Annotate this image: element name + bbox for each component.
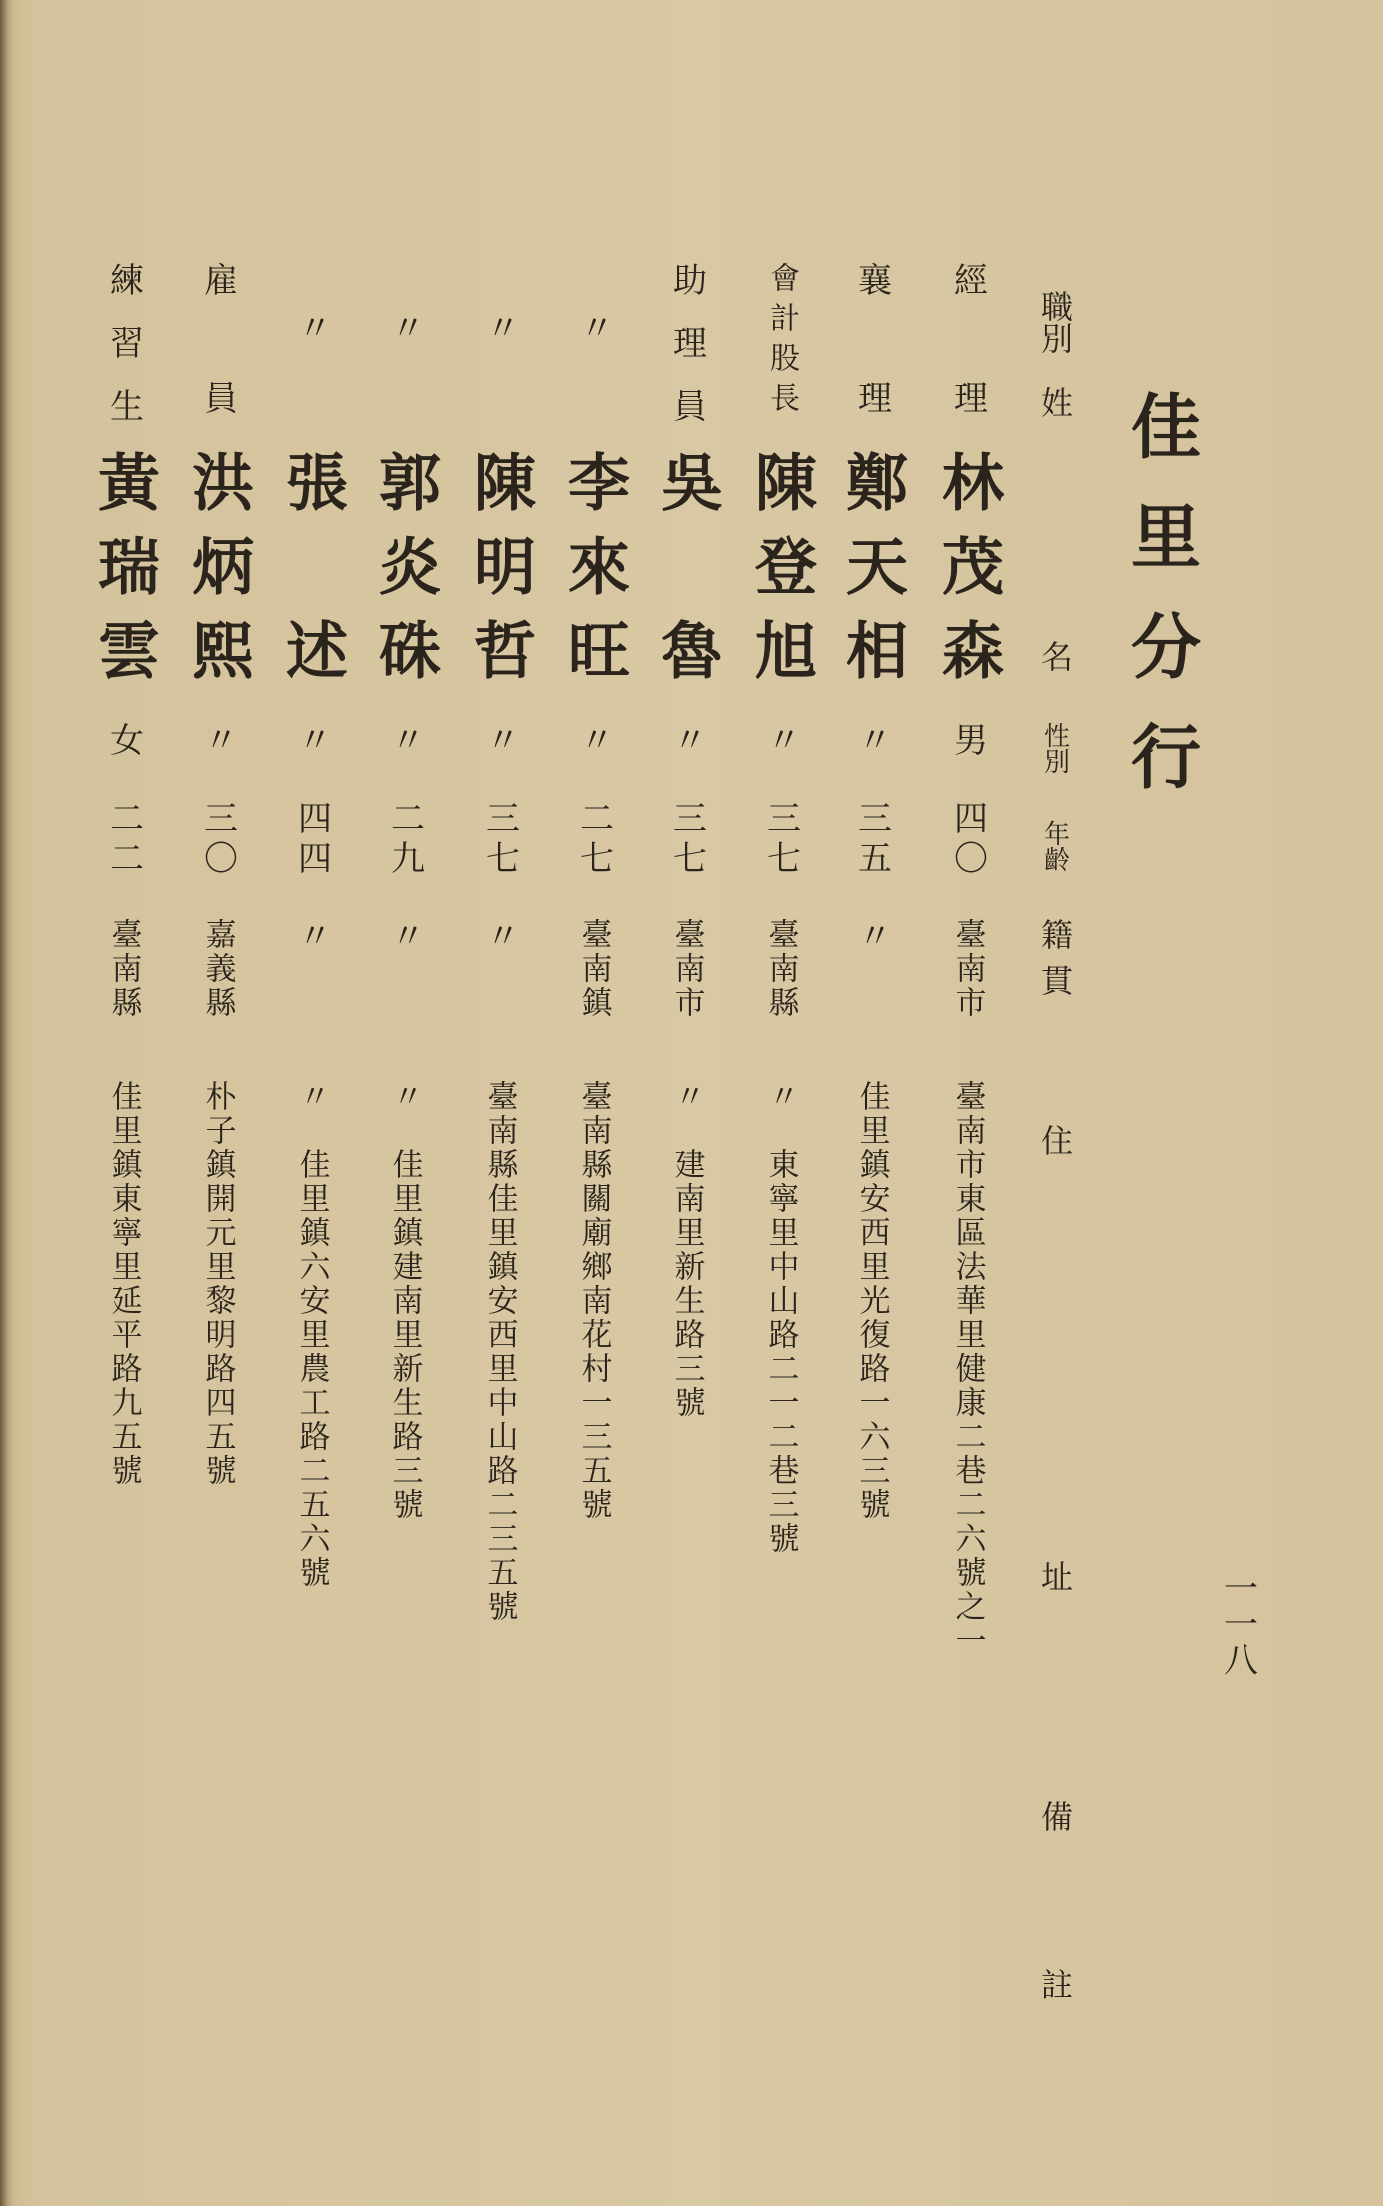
row-name: 鄭天相 bbox=[835, 450, 909, 702]
row-role: 〃 bbox=[479, 310, 520, 344]
row-native-place: 〃 bbox=[851, 918, 892, 955]
header-given-name: 名 bbox=[1036, 640, 1074, 672]
row-address: 臺南縣關廟鄉南花村一三五號 bbox=[575, 1080, 612, 1522]
row-age: 三〇 bbox=[197, 800, 238, 880]
row-address: 臺南市東區法華里健康二巷二六號之一 bbox=[949, 1080, 986, 1658]
header-address-2: 址 bbox=[1036, 1560, 1074, 1592]
row-age: 四〇 bbox=[947, 800, 988, 880]
row-native-place: 臺南縣 bbox=[105, 918, 142, 1020]
page-title: 佳里分行 bbox=[1119, 390, 1203, 830]
header-position: 職別 bbox=[1036, 290, 1074, 354]
row-address: 臺南縣佳里鎮安西里中山路二三五號 bbox=[481, 1080, 518, 1624]
row-name: 吳 魯 bbox=[650, 450, 724, 702]
row-sex: 〃 bbox=[851, 722, 892, 756]
row-sex: 〃 bbox=[291, 722, 332, 756]
row-sex: 〃 bbox=[197, 722, 238, 756]
row-name: 林茂森 bbox=[931, 450, 1005, 702]
row-address: 〃 東寧里中山路二一二巷三號 bbox=[762, 1080, 799, 1556]
header-remark-1: 備 bbox=[1036, 1800, 1074, 1832]
row-sex: 女 bbox=[103, 722, 144, 756]
row-name: 陳登旭 bbox=[744, 450, 818, 702]
row-sex: 〃 bbox=[479, 722, 520, 756]
row-name: 李來旺 bbox=[557, 450, 631, 702]
row-address: 〃 佳里鎮六安里農工路二五六號 bbox=[293, 1080, 330, 1590]
row-native-place: 〃 bbox=[384, 918, 425, 955]
header-age: 年齡 bbox=[1039, 820, 1070, 872]
row-age: 三七 bbox=[760, 800, 801, 880]
row-address: 〃 建南里新生路三號 bbox=[668, 1080, 705, 1420]
row-name: 張 述 bbox=[275, 450, 349, 702]
row-address: 朴子鎮開元里黎明路四五號 bbox=[199, 1080, 236, 1488]
row-age: 二七 bbox=[573, 800, 614, 880]
row-sex: 〃 bbox=[666, 722, 707, 756]
row-age: 二二 bbox=[103, 800, 144, 880]
row-address: 〃 佳里鎮建南里新生路三號 bbox=[386, 1080, 423, 1522]
header-sex: 性別 bbox=[1039, 722, 1070, 774]
row-native-place: 臺南縣 bbox=[762, 918, 799, 1020]
page-number: 一一八 bbox=[1217, 1570, 1258, 1678]
row-name: 洪炳熙 bbox=[181, 450, 255, 702]
row-name: 陳明哲 bbox=[463, 450, 537, 702]
row-native-place: 〃 bbox=[479, 918, 520, 955]
header-remark-2: 註 bbox=[1036, 1968, 1074, 2000]
row-native-place: 臺南市 bbox=[949, 918, 986, 1020]
row-sex: 〃 bbox=[573, 722, 614, 756]
row-role: 助理員 bbox=[666, 262, 707, 451]
row-role: 〃 bbox=[384, 310, 425, 344]
row-role: 練習生 bbox=[103, 262, 144, 451]
row-sex: 男 bbox=[947, 722, 988, 756]
row-name: 黃瑞雲 bbox=[87, 450, 161, 702]
row-age: 三五 bbox=[851, 800, 892, 880]
row-address: 佳里鎮東寧里延平路九五號 bbox=[105, 1080, 142, 1488]
row-role: 會計股長 bbox=[764, 262, 799, 422]
header-native-place: 籍貫 bbox=[1036, 918, 1074, 1010]
row-native-place: 臺南市 bbox=[668, 918, 705, 1020]
row-role: 〃 bbox=[291, 310, 332, 344]
row-sex: 〃 bbox=[384, 722, 425, 756]
row-sex: 〃 bbox=[760, 722, 801, 756]
row-role: 襄理 bbox=[851, 262, 892, 498]
row-age: 二九 bbox=[384, 800, 425, 880]
row-role: 經理 bbox=[947, 262, 988, 498]
row-name: 郭炎硃 bbox=[368, 450, 442, 702]
header-address-1: 住 bbox=[1036, 1124, 1074, 1156]
row-age: 四四 bbox=[291, 800, 332, 880]
row-age: 三七 bbox=[479, 800, 520, 880]
row-age: 三七 bbox=[666, 800, 707, 880]
header-surname: 姓 bbox=[1036, 386, 1074, 418]
row-native-place: 〃 bbox=[291, 918, 332, 955]
row-native-place: 臺南鎮 bbox=[575, 918, 612, 1020]
row-role: 〃 bbox=[573, 310, 614, 344]
row-address: 佳里鎮安西里光復路一六三號 bbox=[853, 1080, 890, 1522]
row-native-place: 嘉義縣 bbox=[199, 918, 236, 1020]
row-role: 雇員 bbox=[197, 262, 238, 498]
